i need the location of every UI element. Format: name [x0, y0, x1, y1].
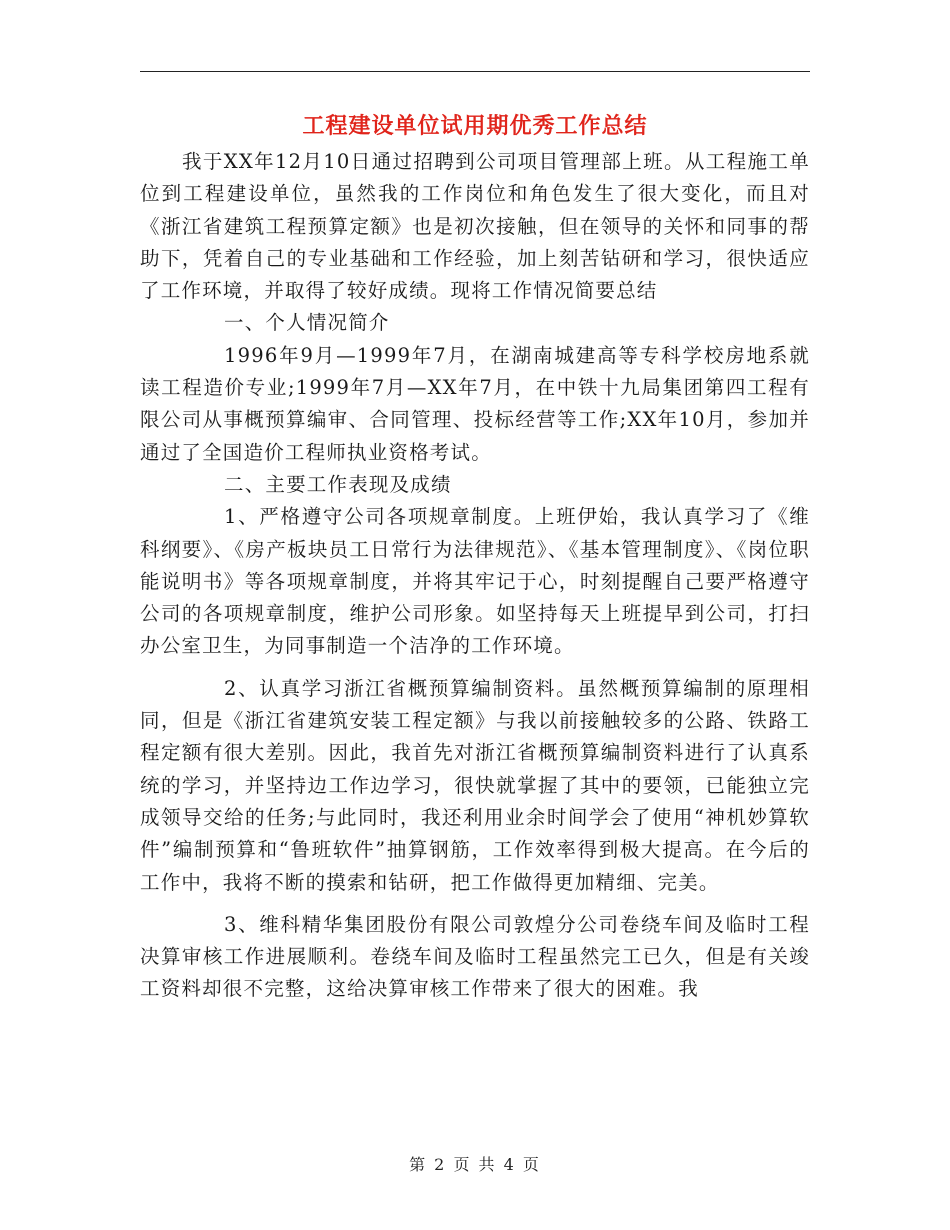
document-title: 工程建设单位试用期优秀工作总结 — [302, 113, 648, 139]
section-heading-performance: 二、主要工作表现及成绩 — [224, 472, 452, 496]
section-personal-body: 1996年9月—1999年7月，在湖南城建高等专科学校房地系就读工程造价专业;1999年7月—XX年7月，在中铁十九局集团第四工程有限公司从事概预算编审、合同管理、投标经营等工作;XX年10月，参加并通过了全国造价工程师执业资格考试。 — [140, 343, 810, 464]
section-heading-personal: 一、个人情况简介 — [224, 311, 390, 335]
page-number: 第 2 页 共 4 页 — [409, 1155, 541, 1174]
paragraph-gap — [140, 663, 810, 673]
paragraph-gap — [140, 899, 810, 909]
performance-item-2: 2、认真学习浙江省概预算编制资料。虽然概预算编制的原理相同，但是《浙江省建筑安装工程定额》与我以前接触较多的公路、铁路工程定额有很大差别。因此，我首先对浙江省概预算编制资料进行了认真系统的学习，并坚持边工作边学习，很快就掌握了其中的要领，已能独立完成领导交给的任务;与此同时，我还利用业余时间学会了使用“神机妙算软件”编制预算和“鲁班软件”抽算钢筋，工作效率得到极大提高。在今后的工作中，我将不断的摸索和钻研，把工作做得更加精细、完美。 — [140, 676, 810, 894]
intro-paragraph: 我于XX年12月10日通过招聘到公司项目管理部上班。从工程施工单位到工程建设单位，虽然我的工作岗位和角色发生了很大变化，而且对《浙江省建筑工程预算定额》也是初次接触，但在领导的关怀和同事的帮助下，凭着自己的专业基础和工作经验，加上刻苦钻研和学习，很快适应了工作环境，并取得了较好成绩。现将工作情况简要总结 — [140, 150, 810, 303]
performance-item-3: 3、维科精华集团股份有限公司敦煌分公司卷绕车间及临时工程决算审核工作进展顺利。卷绕车间及临时工程虽然完工已久，但是有关竣工资料却很不完整，这给决算审核工作带来了很大的困难。我 — [140, 912, 810, 1001]
header-rule — [140, 71, 810, 72]
performance-item-1: 1、严格遵守公司各项规章制度。上班伊始，我认真学习了《维科纲要》、《房产板块员工日常行为法律规范》、《基本管理制度》、《岗位职能说明书》等各项规章制度，并将其牢记于心，时刻提醒自己要严格遵守公司的各项规章制度，维护公司形象。如坚持每天上班提早到公司，打扫办公室卫生，为同事制造一个洁净的工作环境。 — [140, 505, 810, 658]
document-body — [140, 146, 810, 1006]
